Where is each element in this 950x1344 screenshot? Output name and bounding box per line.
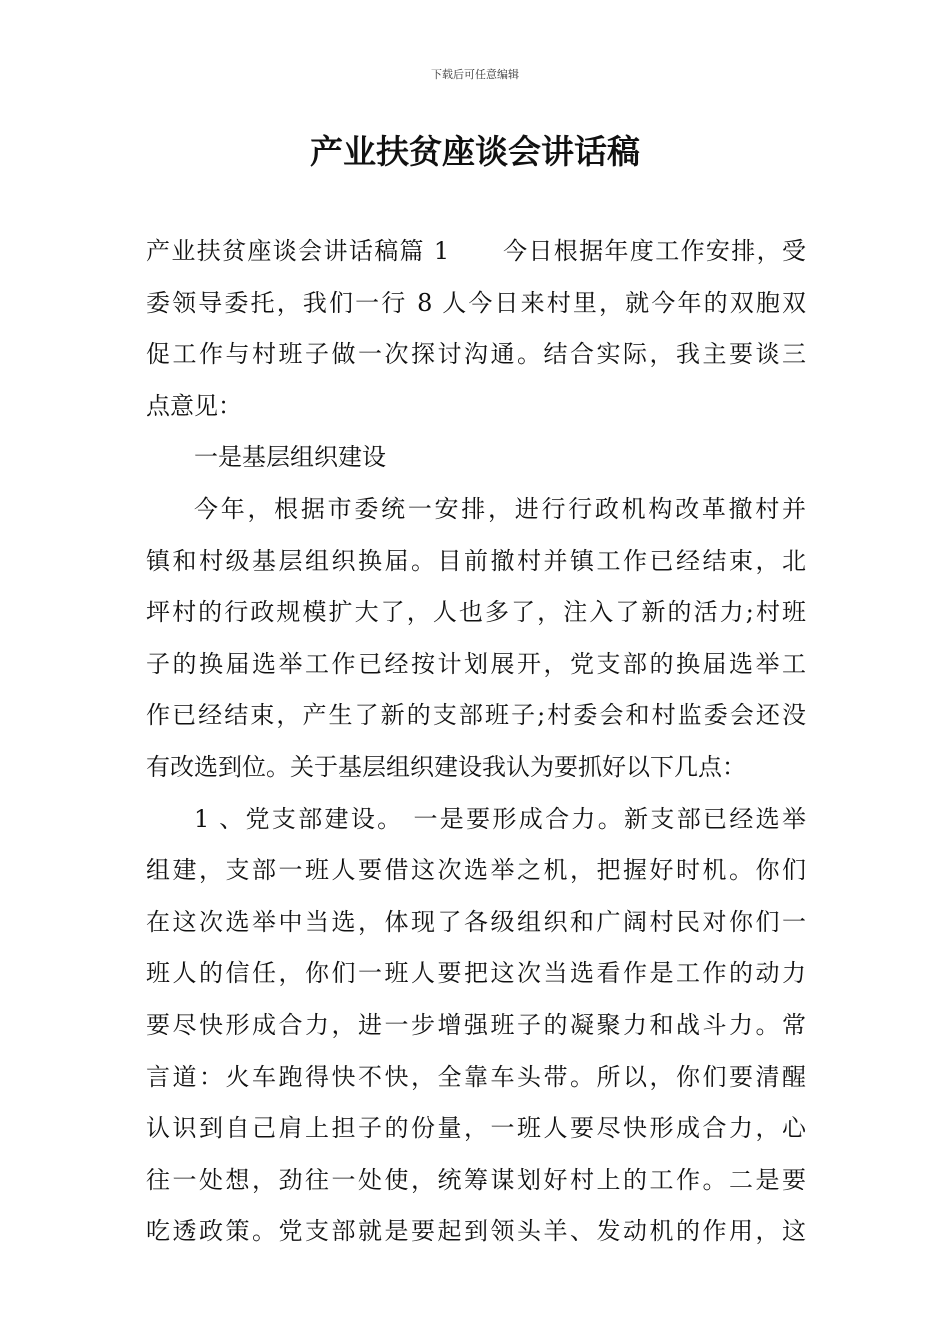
body-line: 言道：火车跑得快不快，全靠车头带。所以，你们要清醒	[146, 1062, 806, 1091]
body-line: 在这次选举中当选，体现了各级组织和广阔村民对你们一	[146, 907, 806, 936]
body-line: 吃透政策。党支部就是要起到领头羊、发动机的作用，这	[146, 1217, 806, 1246]
body-line: 往一处想，劲往一处使，统筹谋划好村上的工作。二是要	[146, 1165, 806, 1194]
body-line: 坪村的行政规模扩大了，人也多了，注入了新的活力;村班	[146, 598, 806, 627]
body-line: 产业扶贫座谈会讲话稿篇 1 今日根据年度工作安排，受	[146, 237, 806, 265]
body-line: 镇和村级基层组织换届。目前撤村并镇工作已经结束，北	[146, 546, 806, 575]
body-line: 作已经结束，产生了新的支部班子;村委会和村监委会还没	[146, 701, 806, 730]
body-line: 班人的信任，你们一班人要把这次当选看作是工作的动力	[146, 959, 806, 988]
body-line: 有改选到位。关于基层组织建设我认为要抓好以下几点：	[146, 752, 746, 781]
body-line: 1 、党支部建设。 一是要形成合力。新支部已经选举	[194, 804, 806, 833]
body-line: 要尽快形成合力，进一步增强班子的凝聚力和战斗力。常	[146, 1010, 806, 1039]
body-line: 委领导委托，我们一行 8 人今日来村里，就今年的双胞双	[146, 288, 806, 317]
document-title: 产业扶贫座谈会讲话稿	[310, 132, 640, 171]
body-line: 促工作与村班子做一次探讨沟通。结合实际，我主要谈三	[146, 340, 806, 369]
body-line: 组建，支部一班人要借这次选举之机，把握好时机。你们	[146, 856, 806, 885]
body-line: 子的换届选举工作已经按计划展开，党支部的换届选举工	[146, 649, 806, 678]
header-note: 下载后可任意编辑	[431, 68, 519, 81]
body-line: 一是基层组织建设	[194, 443, 386, 472]
body-line: 今年，根据市委统一安排，进行行政机构改革撤村并	[194, 494, 806, 523]
document-body	[146, 226, 806, 1258]
body-line: 点意见：	[146, 391, 242, 420]
body-line: 认识到自己肩上担子的份量，一班人要尽快形成合力，心	[146, 1114, 806, 1143]
